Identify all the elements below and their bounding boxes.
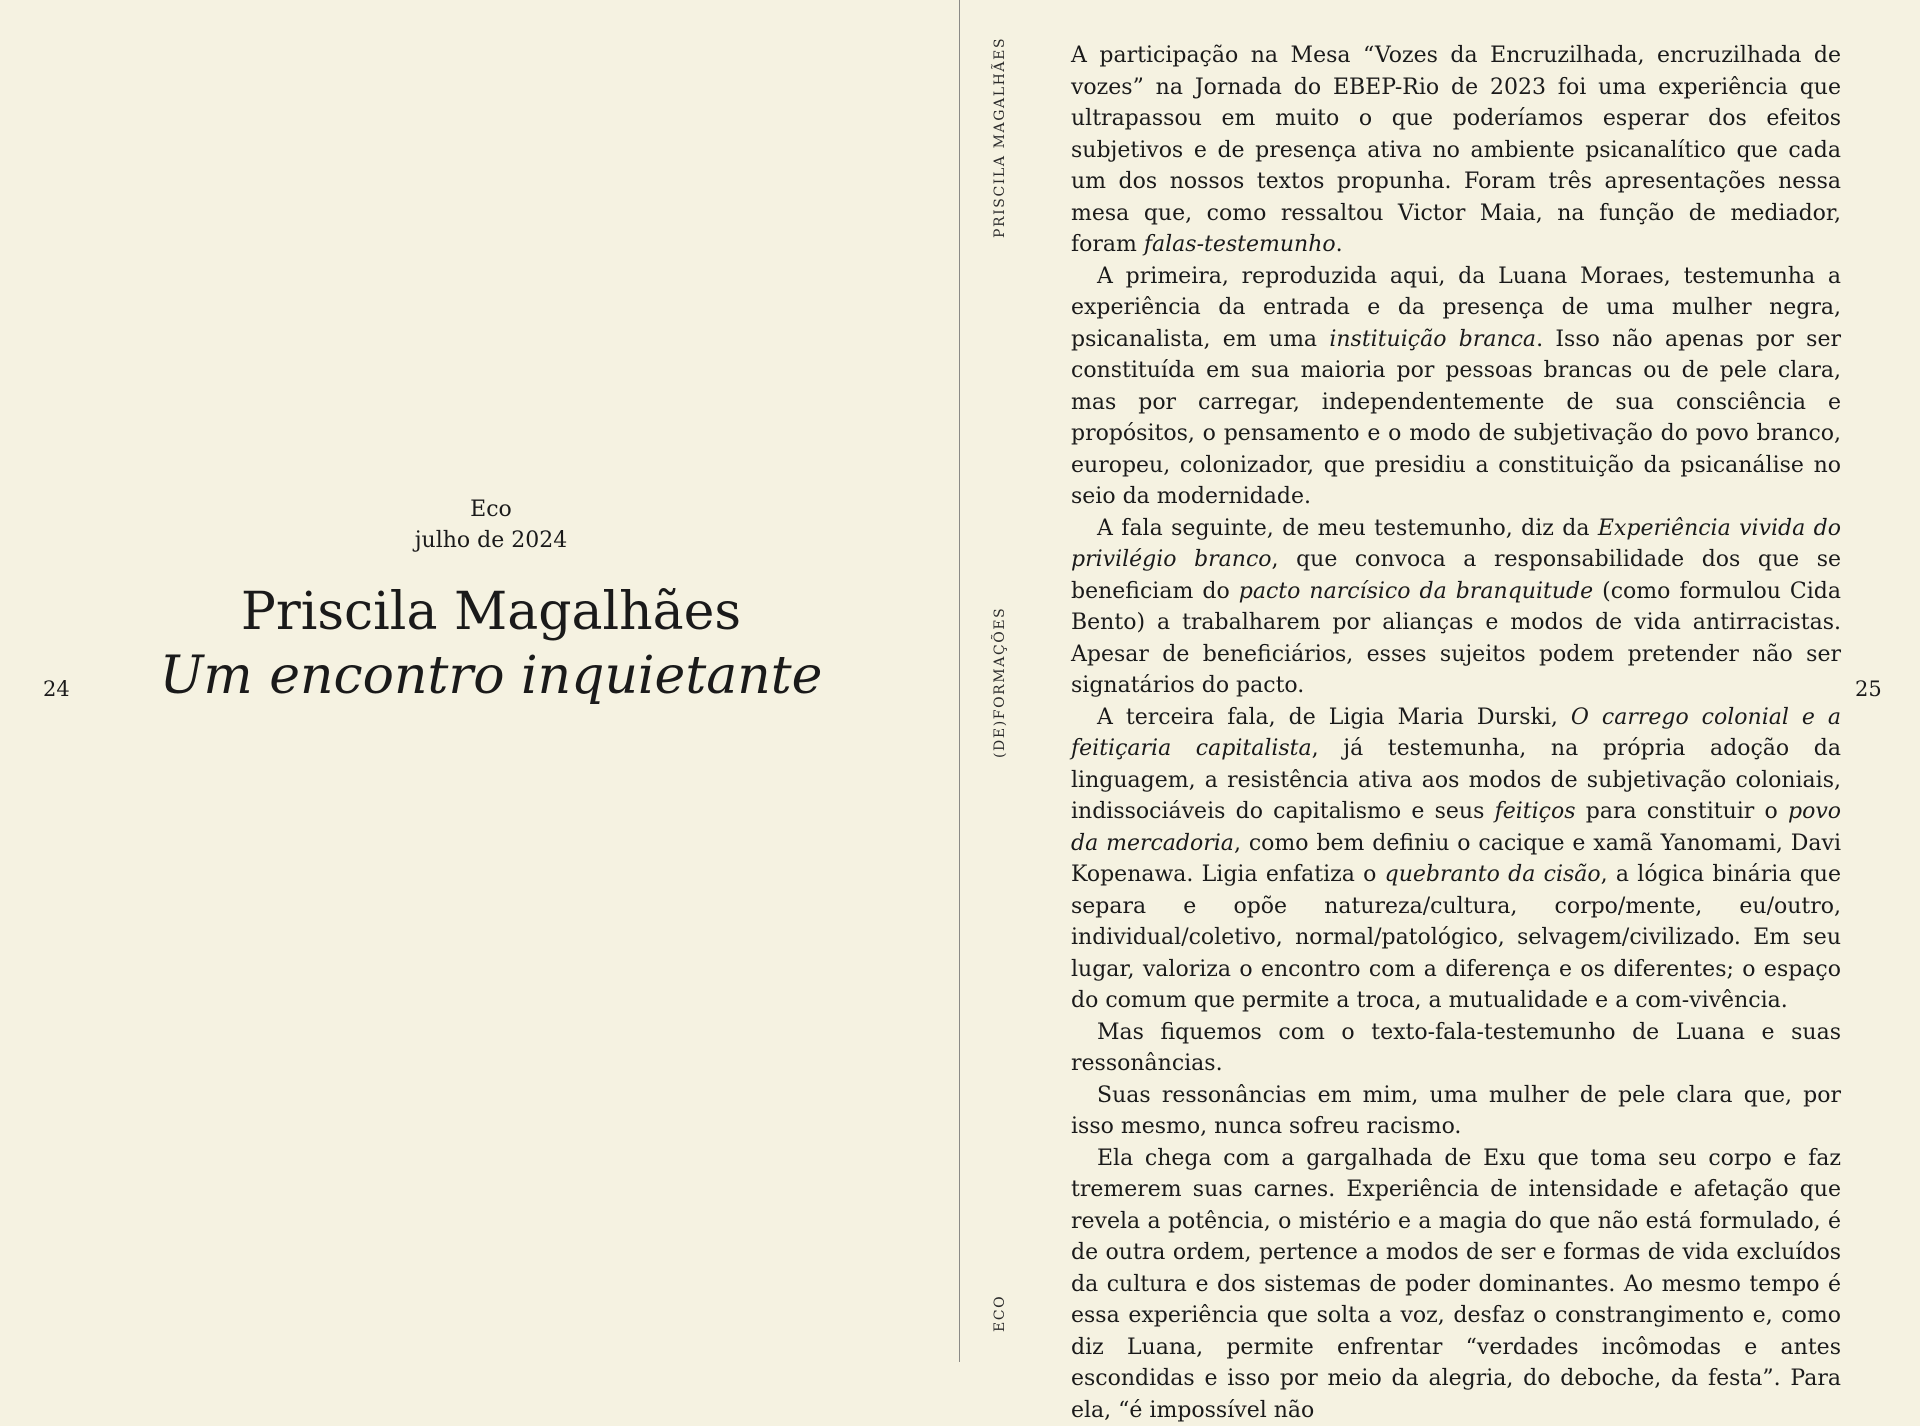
text-run: para constituir o: [1576, 799, 1788, 824]
page-number-right: 25: [1855, 677, 1882, 701]
paragraph: [1071, 40, 1841, 261]
section-label: Eco: [0, 494, 982, 526]
text-run: O carrego colonial e a feitiçaria capitalista: [1071, 705, 1841, 762]
text-run: , já testemunha, na própria adoção da linguagem, a resistência ativa aos modos de subjetivação coloniais, indissociáveis do capitalismo e seus: [1071, 736, 1841, 824]
text-run: falas-testemunho: [1144, 232, 1336, 257]
text-run: , como bem definiu o cacique e xamã Yanomami, Davi Kopenawa. Ligia enfatiza o: [1071, 831, 1841, 888]
article-title: Um encontro inquietante: [0, 644, 982, 708]
paragraph: [1071, 1017, 1841, 1080]
body-text: [1071, 40, 1841, 1426]
text-run: pacto narcísico da branquitude: [1239, 579, 1593, 604]
text-run: A primeira, reproduzida aqui, da Luana Moraes, testemunha a experiência da entrada e da presença de uma mulher negra, psicanalista, em uma: [1071, 264, 1841, 352]
text-run: Ela chega com a gargalhada de Exu que toma seu corpo e faz tremerem suas carnes. Experiência de intensidade e afetação que revela a potência, o mistério e a magia do que não está formulado, é de outra ordem, pertence a modos de ser e formas de vida excluídos da cultura e dos sistemas de poder dominantes. Ao mesmo tempo é essa experiência que solta a voz, desfaz o constrangimento e, como diz Luana, permite enfrentar “verdades incômodas e antes escondidas e isso por meio da alegria, do deboche, da festa”. Para ela, “é impossível não: [1071, 1146, 1841, 1423]
paragraph: [1071, 1080, 1841, 1143]
paragraph: [1071, 702, 1841, 1017]
running-head-author: PRISCILA MAGALHÃES: [992, 238, 1193, 254]
running-head-journal: (DE)FORMAÇÕES: [992, 758, 1143, 774]
text-run: A participação na Mesa “Vozes da Encruzilhada, encruzilhada de vozes” na Jornada do EBEP-Rio de 2023 foi uma experiência que ultrapassou em muito o que poderíamos esperar dos efeitos subjetivos e de presença ativa no ambiente psicanalítico que cada um dos nossos textos propunha. Foram três apresentações nessa mesa que, como ressaltou Victor Maia, na função de mediador, foram: [1071, 43, 1841, 257]
publication-date: julho de 2024: [0, 525, 982, 557]
author-name: Priscila Magalhães: [0, 580, 982, 644]
left-page: [0, 0, 959, 1362]
text-run: , a lógica binária que separa e opõe natureza/cultura, corpo/mente, eu/outro, individual/coletivo, normal/patológico, selvagem/civilizado. Em seu lugar, valoriza o encontro com a diferença e os diferentes; o espaço do comum que permite a troca, a mutualidade e a com-vivência.: [1071, 862, 1841, 1013]
text-run: feitiços: [1495, 799, 1576, 824]
page-number-left: 24: [43, 677, 70, 701]
text-run: instituição branca: [1329, 327, 1536, 352]
right-page: [960, 0, 1920, 1362]
text-run: Suas ressonâncias em mim, uma mulher de pele clara que, por isso mesmo, nunca sofreu racismo.: [1071, 1083, 1841, 1140]
text-run: .: [1336, 232, 1343, 257]
text-run: Mas fiquemos com o texto-fala-testemunho de Luana e suas ressonâncias.: [1071, 1020, 1841, 1077]
paragraph: [1071, 1143, 1841, 1426]
text-run: A fala seguinte, de meu testemunho, diz da: [1097, 516, 1598, 541]
running-head-section: ECO: [992, 1332, 1029, 1348]
text-run: , que convoca a responsabilidade dos que se beneficiam do: [1071, 547, 1841, 604]
title-block: [0, 580, 982, 708]
text-run: A terceira fala, de Ligia Maria Durski,: [1097, 705, 1571, 730]
text-run: quebranto da cisão: [1385, 862, 1601, 887]
paragraph: [1071, 261, 1841, 513]
text-run: . Isso não apenas por ser constituída em sua maioria por pessoas brancas ou de pele clara, mas por carregar, independentemente de sua consciência e propósitos, o pensamento e o modo de subjetivação do povo branco, europeu, colonizador, que presidiu a constituição da psicanálise no seio da modernidade.: [1071, 327, 1841, 510]
text-run: (como formulou Cida Bento) a trabalharem por alianças e modos de vida antirracistas. Apesar de beneficiários, esses sujeitos podem pretender não ser signatários do pacto.: [1071, 579, 1841, 699]
text-run: Experiência vivida do privilégio branco: [1071, 516, 1841, 573]
paragraph: [1071, 513, 1841, 702]
text-run: povo da mercadoria: [1071, 799, 1841, 856]
